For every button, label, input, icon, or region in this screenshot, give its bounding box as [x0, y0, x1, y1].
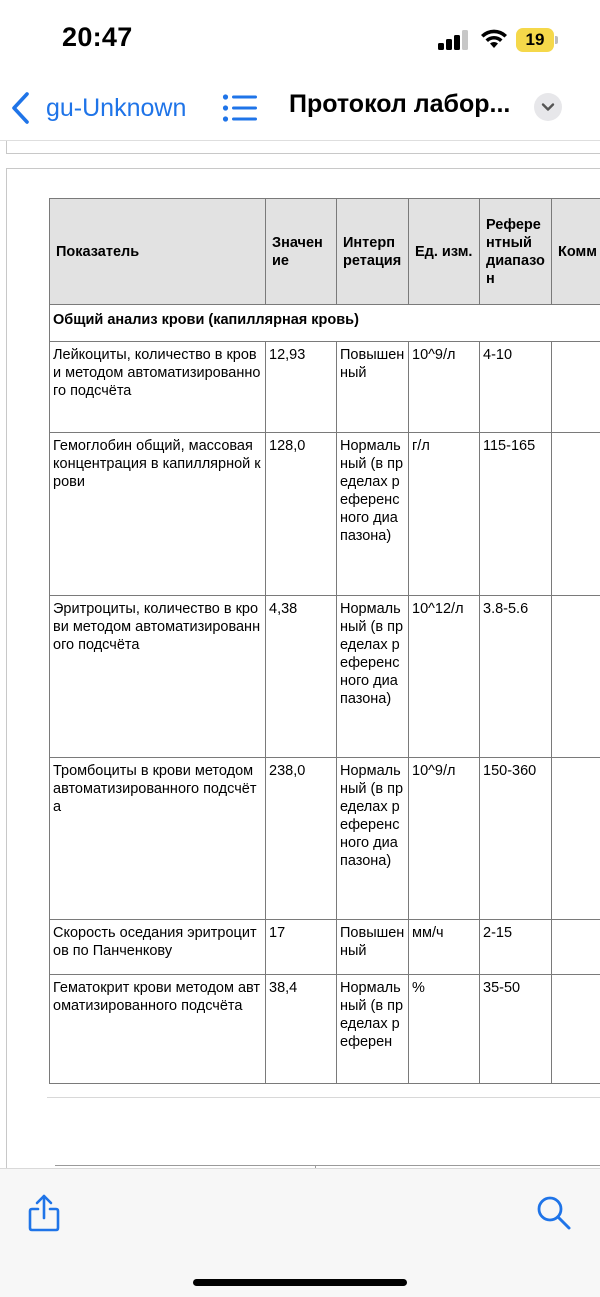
result-unit: %: [409, 975, 480, 1084]
back-chevron-icon: [10, 91, 32, 125]
indicator-name: Гемоглобин общий, массовая концентрация в капиллярной крови: [50, 433, 266, 596]
lab-results-table: [49, 198, 600, 1084]
battery-level: 19: [525, 30, 545, 49]
indicator-name: Гематокрит крови методом автоматизированного подсчёта: [50, 975, 266, 1084]
result-value: 128,0: [266, 433, 337, 596]
previous-page-edge: [0, 140, 600, 154]
reference-range: 35-50: [480, 975, 552, 1084]
share-icon[interactable]: [27, 1193, 61, 1233]
status-time: 20:47: [62, 22, 133, 52]
result-interpretation: Нормальный (в пределах референсного диапазона): [337, 596, 409, 758]
back-button[interactable]: [10, 88, 186, 128]
table-row: [50, 975, 600, 1084]
search-icon[interactable]: [536, 1195, 572, 1231]
table-row: [50, 920, 600, 975]
back-label: gu-Unknown: [46, 93, 187, 122]
reference-range: 2-15: [480, 920, 552, 975]
result-unit: мм/ч: [409, 920, 480, 975]
result-value: 17: [266, 920, 337, 975]
signal-icon: [438, 30, 470, 50]
table-row: [50, 342, 600, 433]
indicator-name: Эритроциты, количество в крови методом автоматизированного подсчёта: [50, 596, 266, 758]
list-icon[interactable]: [222, 93, 258, 123]
header-reference-range: Референтный диапазон: [480, 199, 552, 305]
nav-bar: [0, 80, 600, 136]
result-comment: [552, 596, 600, 758]
table-header-row: [50, 199, 600, 305]
result-value: 4,38: [266, 596, 337, 758]
section-title: Общий анализ крови (капиллярная кровь): [50, 305, 600, 342]
home-indicator[interactable]: [193, 1279, 407, 1286]
bottom-toolbar: [0, 1168, 600, 1297]
battery-indicator: [516, 28, 558, 52]
result-comment: [552, 758, 600, 920]
result-comment: [552, 920, 600, 975]
result-unit: 10^9/л: [409, 758, 480, 920]
page-title: Протокол лабор...: [289, 90, 511, 118]
reference-range: 115-165: [480, 433, 552, 596]
result-interpretation: Повышенный: [337, 920, 409, 975]
reference-range: 3.8-5.6: [480, 596, 552, 758]
result-interpretation: Нормальный (в пределах референсного диапазона): [337, 758, 409, 920]
indicator-name: Скорость оседания эритроцитов по Панченкову: [50, 920, 266, 975]
result-interpretation: Нормальный (в пределах референсного диапазона): [337, 433, 409, 596]
header-indicator: Показатель: [50, 199, 266, 305]
chevron-down-icon: [534, 93, 562, 121]
result-interpretation: Нормальный (в пределах референ: [337, 975, 409, 1084]
result-value: 38,4: [266, 975, 337, 1084]
page-divider: [47, 1097, 600, 1098]
indicator-name: Тромбоциты в крови методом автоматизированного подсчёта: [50, 758, 266, 920]
result-unit: 10^9/л: [409, 342, 480, 433]
header-comment: Комм: [552, 199, 600, 305]
next-table-edge: [55, 1165, 600, 1166]
result-value: 12,93: [266, 342, 337, 433]
table-row: [50, 596, 600, 758]
result-unit: 10^12/л: [409, 596, 480, 758]
reference-range: 150-360: [480, 758, 552, 920]
result-interpretation: Повышенный: [337, 342, 409, 433]
result-comment: [552, 975, 600, 1084]
result-unit: г/л: [409, 433, 480, 596]
table-row: [50, 433, 600, 596]
status-bar: [0, 0, 600, 80]
table-row: [50, 758, 600, 920]
header-interpretation: Интерпретация: [337, 199, 409, 305]
wifi-icon: [479, 26, 509, 50]
section-row: [50, 305, 600, 342]
result-value: 238,0: [266, 758, 337, 920]
header-unit: Ед. изм.: [409, 199, 480, 305]
header-value: Значение: [266, 199, 337, 305]
title-menu-button[interactable]: [534, 93, 562, 121]
result-comment: [552, 342, 600, 433]
result-comment: [552, 433, 600, 596]
indicator-name: Лейкоциты, количество в крови методом автоматизированного подсчёта: [50, 342, 266, 433]
reference-range: 4-10: [480, 342, 552, 433]
